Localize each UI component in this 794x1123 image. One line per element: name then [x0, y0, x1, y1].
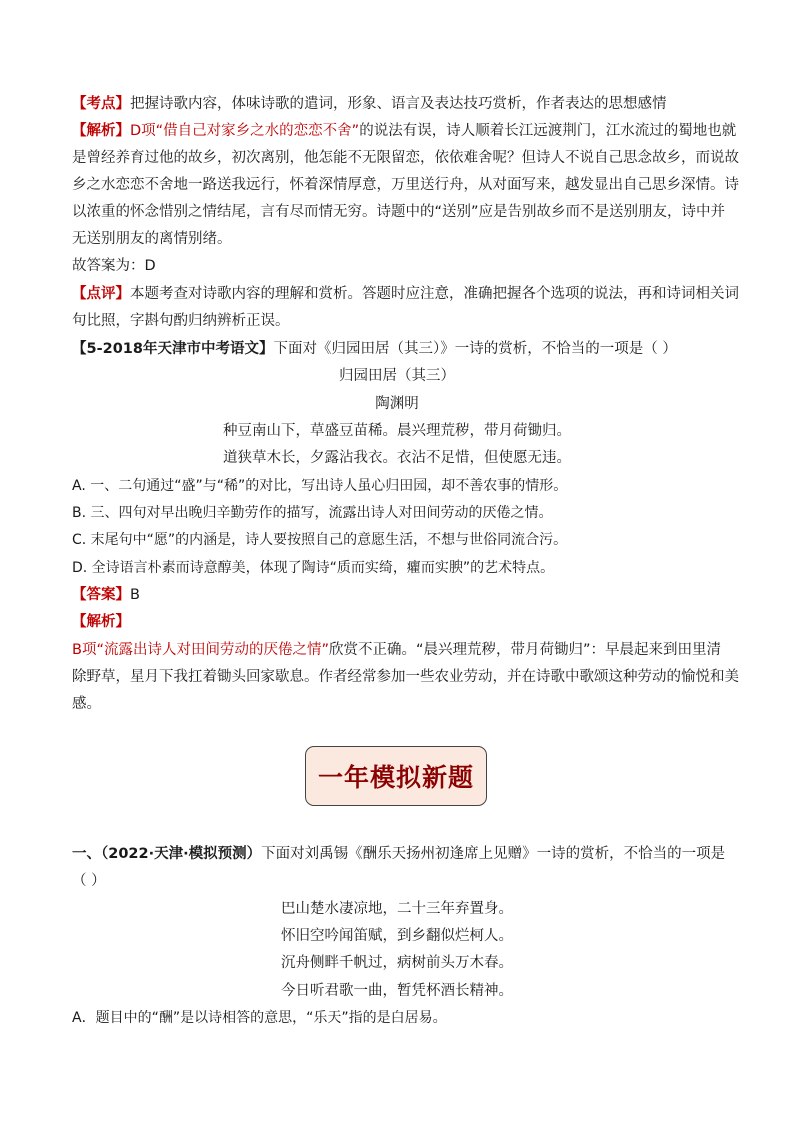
q5-option-b: B. 三、四句对早出晚归辛勤劳作的描写，流露出诗人对田间劳动的厌倦之情。 [72, 505, 553, 521]
dianping-text: 本题考查对诗歌内容的理解和赏析。答题时应注意，准确把握各个选项的说法，再和诗词相关词 [130, 286, 739, 302]
q5-jiexi-quote: B项“流露出诗人对田间劳动的厌倦之情” [72, 642, 329, 658]
jiexi-line-1 [72, 121, 736, 141]
q5-poem-line-2: 道狭草木长，夕露沾我衣。衣沾不足惜，但使愿无违。 [223, 450, 571, 466]
jiexi-line-4: 以浓重的怀念惜别之情结尾，言有尽而情无穷。诗题中的“送别”应是告别故乡而不是送别朋友，诗中并 [72, 204, 726, 220]
q5-option-d: D. 全诗语言朴素而诗意醇美，体现了陶诗“质而实绮，癯而实腴”的艺术特点。 [72, 560, 555, 576]
jiexi-line-3: 乡之水恋恋不舍地一路送我远行，怀着深情厚意，万里送行舟，从对面写来，越发显出自己思乡深情。诗 [72, 177, 739, 193]
q5-jiexi-line-3: 感。 [72, 696, 101, 712]
q5-answer-line [72, 585, 140, 605]
q1-blank: （ ） [72, 873, 106, 889]
q5-jiexi-label-line [72, 612, 130, 632]
q5-poem-author: 陶渊明 [375, 396, 419, 412]
q5-jiexi-label: 【解析】 [72, 614, 130, 630]
jiexi-label: 【解析】 [72, 123, 130, 139]
q1-stem: 下面对刘禹锡《酬乐天扬州初逢席上见赠》一诗的赏析，不恰当的一项是 [261, 846, 726, 862]
q1-number: 一、 [72, 846, 101, 862]
q5-answer-label: 【答案】 [72, 587, 130, 603]
q5-jiexi-line-2: 除野草，星月下我扛着锄头回家歇息。作者经常参加一些农业劳动，并在诗歌中歌颂这种劳动的愉悦和美 [72, 669, 739, 685]
section-banner [305, 746, 487, 806]
jiexi-quote: D项“借自己对家乡之水的恋恋不舍” [130, 123, 360, 139]
q5-answer: B [130, 587, 140, 603]
q1-stem-line [72, 844, 725, 864]
q5-poem-line-1: 种豆南山下，草盛豆苗稀。晨兴理荒秽，带月荷锄归。 [223, 423, 571, 439]
q5-poem-title: 归园田居（其三） [339, 368, 455, 384]
jiexi-line-2: 是曾经养育过他的故乡，初次离别，他怎能不无限留恋，依依难舍呢？但诗人不说自己思念故乡，而说故 [72, 150, 739, 166]
q5-option-c: C. 末尾句中“愿”的内涵是，诗人要按照自己的意愿生活，不想与世俗同流合污。 [72, 532, 568, 548]
section-banner-title: 一年模拟新题 [317, 763, 474, 792]
q5-jiexi-line-1 [72, 640, 721, 660]
q1-option-a: A．题目中的“酬”是以诗相答的意思，“乐天”指的是白居易。 [72, 1010, 447, 1026]
q1-poem-line-4: 今日听君歌一曲，暂凭杯酒长精神。 [281, 983, 513, 999]
q5-stem: 下面对《归园田居（其三）》一诗的赏析，不恰当的一项是（ ） [273, 341, 677, 357]
kaodian-line [72, 94, 667, 114]
answer-line: 故答案为：D [72, 258, 156, 274]
dianping-line-2: 句比照，字斟句酌归纳辨析正误。 [72, 313, 290, 329]
dianping-line-1 [72, 284, 739, 304]
q1-poem-line-1: 巴山楚水凄凉地，二十三年弃置身。 [281, 901, 513, 917]
q5-option-a: A. 一、二句通过“盛”与“稀”的对比，写出诗人虽心归田园，却不善农事的情形。 [72, 478, 568, 494]
q1-poem-line-2: 怀旧空吟闻笛赋，到乡翻似烂柯人。 [281, 928, 513, 944]
q5-jiexi-line1-rest: 欣赏不正确。“晨兴理荒秽，带月荷锄归”：早晨起来到田里清 [328, 642, 722, 658]
jiexi-line-5: 无送别朋友的离情别绪。 [72, 231, 232, 247]
kaodian-label: 【考点】 [72, 96, 130, 112]
jiexi-line1-rest: 的说法有误，诗人顺着长江远渡荆门，江水流过的蜀地也就 [359, 123, 737, 139]
dianping-label: 【点评】 [72, 286, 130, 302]
kaodian-text: 把握诗歌内容，体味诗歌的遣词，形象、语言及表达技巧赏析，作者表达的思想感情 [130, 96, 667, 112]
q5-stem-line [72, 339, 677, 359]
q5-tag: 【5-2018年天津市中考语文】 [72, 341, 274, 357]
q1-tag: （2022·天津·模拟预测） [101, 846, 262, 862]
q1-poem-line-3: 沉舟侧畔千帆过，病树前头万木春。 [281, 955, 513, 971]
